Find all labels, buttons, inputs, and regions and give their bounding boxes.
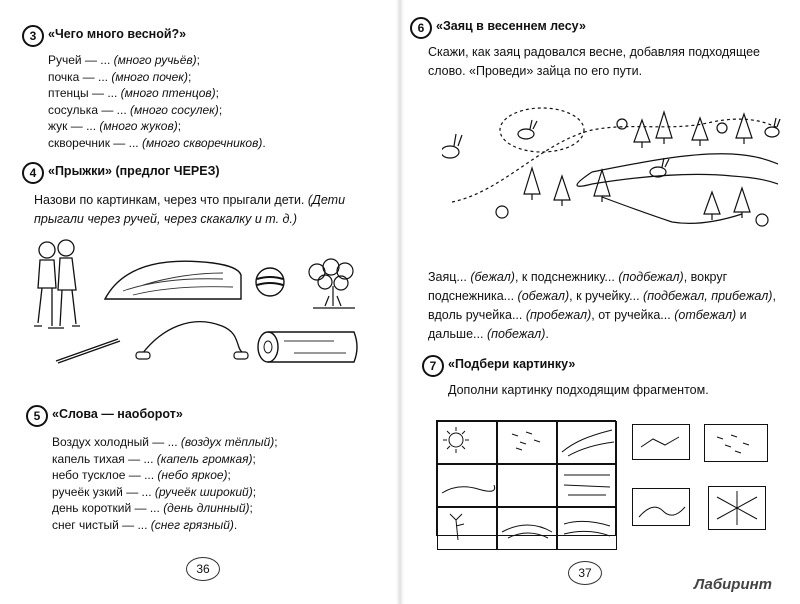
section-5-number: 5 bbox=[26, 405, 48, 427]
list-item-text: сосулька — ... bbox=[48, 102, 130, 117]
list-item-answer: (капель громкая) bbox=[156, 451, 253, 466]
section-4-number: 4 bbox=[22, 162, 44, 184]
list-item bbox=[48, 118, 266, 135]
fragment-option-1[interactable] bbox=[632, 424, 690, 460]
list-item-text: ; bbox=[227, 468, 231, 482]
grid-cell bbox=[437, 421, 497, 464]
list-item-text: ; bbox=[215, 86, 219, 100]
list-item-text: скворечник — ... bbox=[48, 135, 142, 150]
list-item-text: Ручей — ... bbox=[48, 53, 114, 67]
list-item-answer: (много ручьёв) bbox=[113, 53, 197, 67]
grid-cell-empty bbox=[497, 464, 557, 507]
list-item-text: . bbox=[233, 517, 238, 532]
story-answer: (бежал) bbox=[470, 270, 515, 284]
list-item-text: жук — ... bbox=[48, 119, 100, 133]
ball-illustration bbox=[254, 266, 286, 298]
list-item bbox=[52, 517, 278, 534]
stick-illustration bbox=[52, 335, 122, 365]
jump-rope-illustration bbox=[132, 318, 252, 366]
list-item-text: . bbox=[262, 135, 266, 150]
grid-cell bbox=[557, 421, 617, 464]
log-illustration bbox=[254, 325, 364, 370]
list-item bbox=[52, 434, 278, 451]
list-item-text: небо тусклое — ... bbox=[52, 468, 158, 482]
fragment-option-3[interactable] bbox=[632, 488, 690, 526]
list-item-answer: (много жуков) bbox=[99, 119, 178, 133]
section-5-list bbox=[52, 434, 278, 533]
story-text: , к подснежнику... bbox=[514, 270, 619, 284]
children-illustration bbox=[30, 238, 82, 333]
list-item-text: ; bbox=[249, 501, 253, 515]
story-answer: (побежал) bbox=[486, 327, 546, 341]
list-item-text: ; bbox=[196, 53, 201, 67]
section-4-text-answer: (Дети прыгали через ручей, через скакалку и т. д.) bbox=[34, 193, 346, 226]
right-page bbox=[402, 0, 800, 604]
list-item-text: ; bbox=[252, 451, 256, 466]
list-item bbox=[52, 500, 278, 517]
section-6-title: «Заяц в весеннем лесу» bbox=[436, 19, 586, 33]
list-item-text: капель тихая — ... bbox=[52, 451, 157, 466]
section-4-title: «Прыжки» (предлог ЧЕРЕЗ) bbox=[48, 164, 220, 178]
grid-cell bbox=[437, 507, 497, 550]
list-item-text: птенцы — ... bbox=[48, 86, 121, 100]
list-item-text: ; bbox=[177, 119, 182, 133]
list-item-text: снег чистый — ... bbox=[52, 517, 151, 532]
list-item bbox=[48, 135, 266, 152]
grid-cell bbox=[497, 507, 557, 550]
snowdrift-illustration bbox=[103, 255, 243, 305]
grid-cell bbox=[557, 464, 617, 507]
story-text: Заяц... bbox=[428, 270, 471, 284]
section-3-list bbox=[48, 52, 266, 151]
page-number-left: 36 bbox=[186, 557, 220, 581]
list-item-answer: (ручеёк широкий) bbox=[154, 484, 253, 499]
story-answer: (пробежал) bbox=[525, 308, 592, 322]
section-3-number: 3 bbox=[22, 25, 44, 47]
list-item-answer: (воздух тёплый) bbox=[180, 435, 275, 449]
list-item-text: ; bbox=[274, 435, 278, 449]
list-item-answer: (много птенцов) bbox=[120, 86, 216, 100]
list-item-answer: (много скворечников) bbox=[141, 135, 263, 150]
list-item bbox=[48, 52, 266, 69]
section-6-intro: Скажи, как заяц радовался весне, добавляя подходящее слово. «Проведи» зайца по его пути. bbox=[428, 45, 760, 78]
list-item-text: ; bbox=[187, 69, 192, 84]
grid-cell bbox=[437, 464, 497, 507]
watermark-logo: Лабиринт bbox=[694, 576, 773, 593]
list-item-text: день короткий — ... bbox=[52, 501, 164, 515]
list-item bbox=[48, 102, 266, 119]
list-item bbox=[48, 69, 266, 86]
list-item-answer: (много почек) bbox=[111, 69, 188, 84]
section-4-text-plain: Назови по картинкам, через что прыгали дети. bbox=[34, 193, 308, 207]
section-7-intro: Дополни картинку подходящим фрагментом. bbox=[448, 383, 709, 397]
list-item-text: почка — ... bbox=[48, 69, 112, 84]
bush-illustration bbox=[303, 258, 363, 310]
story-text: , к ручейку... bbox=[569, 289, 644, 303]
story-answer: (отбежал) bbox=[674, 308, 737, 322]
grid-cell bbox=[497, 421, 557, 464]
story-answer: (подбежал) bbox=[618, 270, 684, 284]
list-item-text: ; bbox=[252, 484, 257, 499]
list-item bbox=[52, 467, 278, 484]
list-item-text: ручеёк узкий — ... bbox=[52, 484, 155, 499]
list-item bbox=[52, 484, 278, 501]
hare-forest-illustration bbox=[442, 102, 782, 242]
list-item bbox=[52, 451, 278, 468]
list-item-text: Воздух холодный — ... bbox=[52, 435, 181, 449]
story-text: и дальше... bbox=[428, 308, 747, 341]
story-text: , вдоль ручейка... bbox=[428, 289, 776, 322]
list-item bbox=[48, 85, 266, 102]
grid-cell bbox=[557, 507, 617, 550]
section-5-title: «Слова — наоборот» bbox=[52, 407, 183, 421]
list-item-answer: (снег грязный) bbox=[150, 517, 234, 532]
section-7-number: 7 bbox=[422, 355, 444, 377]
section-7-title: «Подбери картинку» bbox=[448, 357, 576, 371]
section-6-number: 6 bbox=[410, 17, 432, 39]
story-answer: (подбежал, прибежал) bbox=[643, 289, 773, 303]
list-item-text: ; bbox=[218, 102, 223, 117]
left-page bbox=[0, 0, 398, 604]
fragment-option-2[interactable] bbox=[704, 424, 768, 462]
section-6-story bbox=[428, 268, 776, 344]
list-item-answer: (много сосулек) bbox=[130, 102, 219, 117]
section-3-title: «Чего много весной?» bbox=[48, 27, 187, 41]
picture-grid bbox=[436, 420, 616, 536]
story-text: , от ручейка... bbox=[591, 308, 675, 322]
list-item-answer: (небо яркое) bbox=[157, 468, 228, 482]
page-number-right: 37 bbox=[568, 561, 602, 585]
list-item-answer: (день длинный) bbox=[163, 501, 250, 515]
story-answer: (обежал) bbox=[517, 289, 570, 303]
story-text: . bbox=[545, 327, 549, 341]
section-4-text bbox=[34, 191, 364, 229]
fragment-option-4[interactable] bbox=[708, 486, 766, 530]
story-text: , вокруг подснежника... bbox=[428, 270, 728, 303]
